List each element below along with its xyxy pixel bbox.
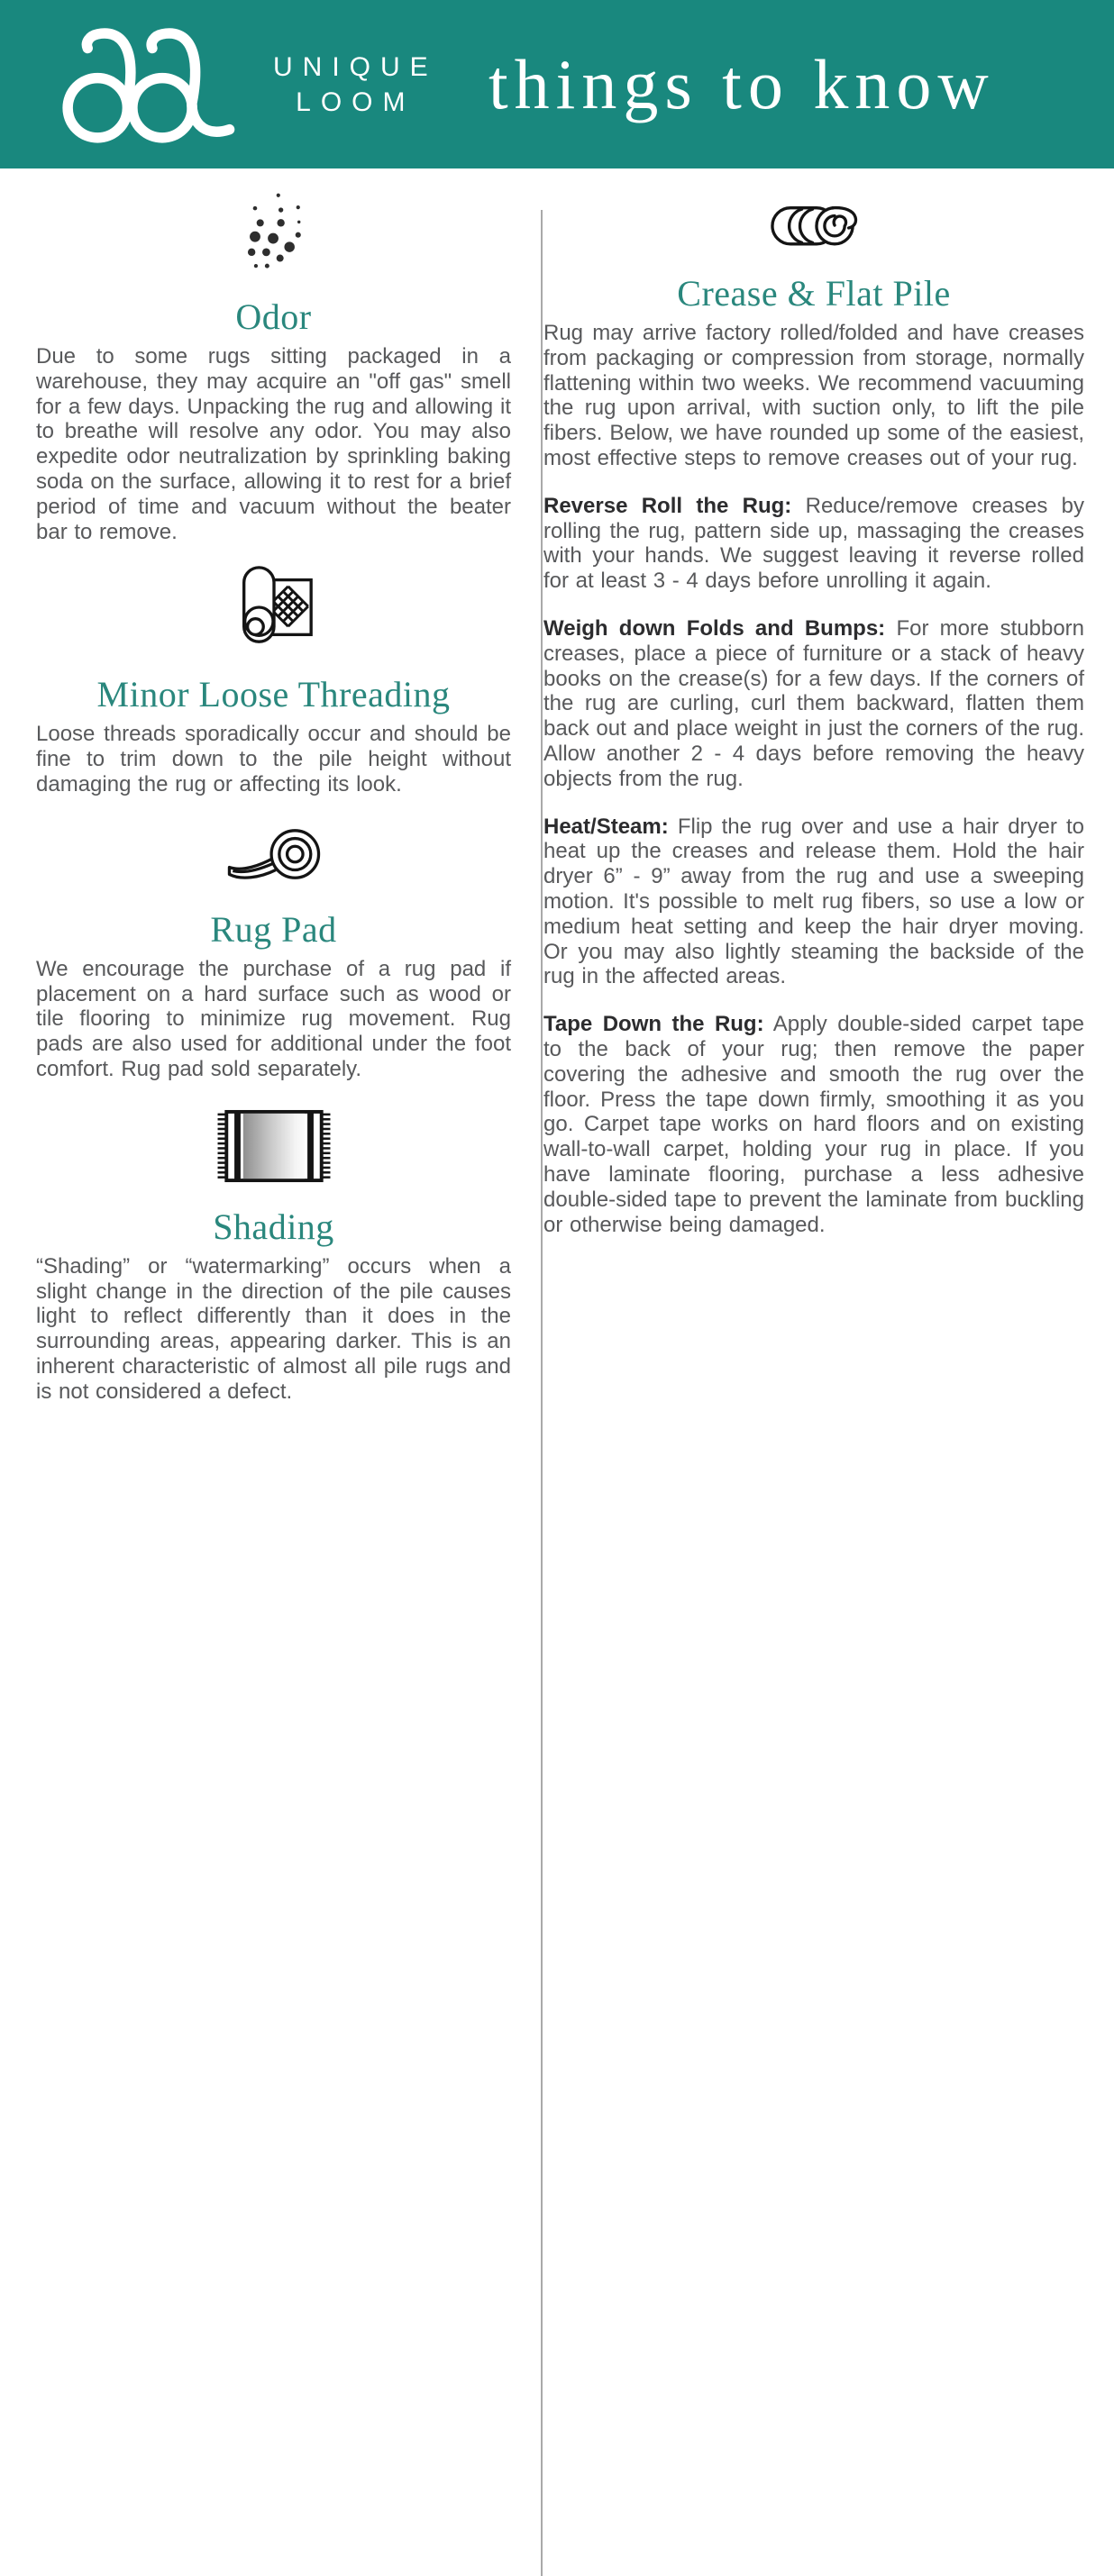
section-body: Due to some rugs sitting packaged in a warehouse, they may acquire an "off gas" smell for a few days. Unpacking the rug and allowing it to breathe will resolve any odor. You may also expedite odor neutralization by sprinkling baking soda on the surface, allowing it to rest for a brief period of time and vacuum without the beater bar to remove.	[36, 344, 511, 544]
tip-heat-steam	[543, 815, 1084, 990]
rolled-rug-icon	[767, 201, 861, 250]
page-title: things to know	[488, 44, 995, 123]
rug-pad-roll-icon	[221, 824, 327, 886]
section-heading: Odor	[235, 296, 312, 337]
section-body: “Shading” or “watermarking” occurs when a slight change in the direction of the pile causes light to reflect differently than it does in the surrounding areas, appearing darker. This is an inherent characteristic of almost all pile rugs and is not considered a defect.	[36, 1253, 511, 1404]
tip-text: Apply double-sided carpet tape to the back of your rug; then remove the paper covering the adhesive and smooth the rug over the floor. Press the tape down firmly, smoothing it as you go. Carpet tape works on hard floors and on existing wall-to-wall carpet, holding your rug in place. If you have laminate flooring, purchase a less adhesive double-sided tape to prevent the laminate from buckling or otherwise being damaged.	[543, 1012, 1085, 1237]
brand-line-2: LOOM	[296, 86, 415, 117]
column-divider	[541, 210, 543, 2576]
tip-label: Heat/Steam:	[543, 814, 669, 839]
tip-text: Flip the rug over and use a hair dryer to heat up the creases and release them. Hold the hair dryer 6” - 9” away from the rug and use a sweeping motion. It's possible to melt rug fibers, so use a low or medium heat setting and keep the hair dryer moving. Or you may also lightly steaming the backside of the rug in the affected areas.	[543, 814, 1084, 989]
section-shading	[36, 1109, 511, 1405]
rolled-rug-crosshatch-icon	[229, 562, 319, 651]
section-body: Loose threads sporadically occur and should be fine to trim down to the pile height without damaging the rug or affecting its look.	[36, 722, 511, 796]
header-banner	[0, 0, 1114, 168]
tip-label: Weigh down Folds and Bumps:	[543, 615, 886, 641]
right-column	[511, 181, 1084, 1405]
section-heading: Minor Loose Threading	[96, 674, 451, 715]
section-intro: Rug may arrive factory rolled/folded and have creases from packaging or compression from storage, normally flattening within two weeks. We recommend vacuuming the rug upon arrival, with suction only, to lift the pile fibers. Below, we have rounded up some of the easiest, most effective steps to remove creases out of your rug.	[543, 321, 1084, 470]
tip-label: Tape Down the Rug:	[543, 1012, 764, 1037]
section-rug-pad	[36, 824, 511, 1082]
brand-lockup	[58, 23, 438, 147]
left-column	[36, 181, 511, 1405]
tip-text: For more stubborn creases, place a piece of furniture or a stack of heavy books on the crease(s) for a few days. If the corners of the rug are curling, curl them backward, flatten them back out and place weight in just the corners of the rug. Allow another 2 - 4 days before removing the heavy objects from the rug.	[543, 615, 1085, 791]
section-body: We encourage the purchase of a rug pad if placement on a hard surface such as wood or tile flooring to minimize rug movement. Rug pads are also used for additional under the foot comfort. Rug pad sold separately.	[36, 956, 511, 1081]
brand-name	[263, 50, 438, 120]
tip-label: Reverse Roll the Rug:	[543, 493, 792, 518]
fringed-rug-shading-icon	[216, 1109, 332, 1183]
tip-text: Reduce/remove creases by rolling the rug, pattern side up, massaging the creases with your hands. We suggest leaving it reverse rolled for at least 3 - 4 days before unrolling it again.	[543, 493, 1085, 594]
brand-line-1: UNIQUE	[273, 51, 438, 82]
section-heading: Rug Pad	[210, 908, 337, 950]
section-heading: Crease & Flat Pile	[677, 273, 951, 314]
content-columns	[0, 168, 1114, 1405]
tip-reverse-roll	[543, 494, 1084, 594]
odor-speckles-icon	[235, 187, 313, 273]
tip-weigh-down	[543, 616, 1084, 792]
section-heading: Shading	[213, 1206, 334, 1247]
section-odor	[36, 187, 511, 544]
tip-tape-down	[543, 1012, 1084, 1237]
section-minor-loose-threading	[36, 562, 511, 796]
unique-loom-logo-icon	[58, 23, 236, 147]
